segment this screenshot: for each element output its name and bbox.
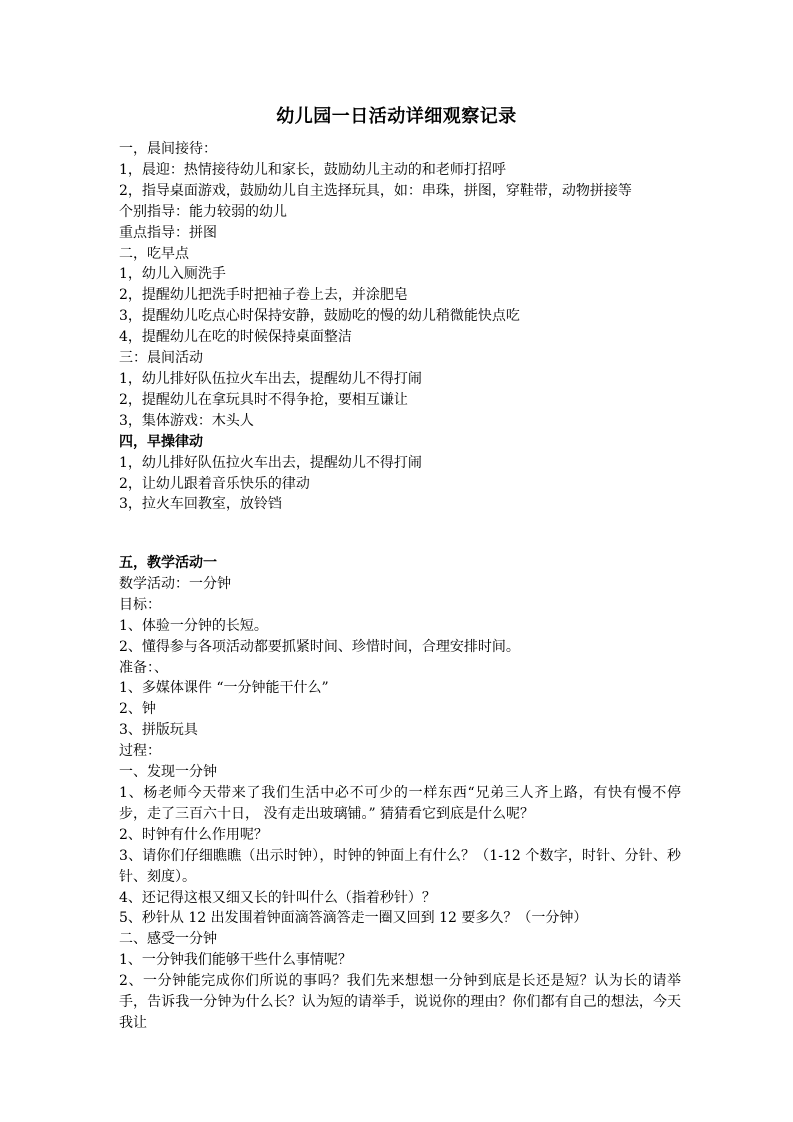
heading-preparation: 准备：、: [119, 659, 168, 676]
heading-morning-reception: 一，晨间接待：: [119, 141, 217, 157]
list-item: 1、一分钟我们能够干些什么事情呢？: [119, 952, 352, 969]
list-item: 3，集体游戏：木头人: [119, 412, 254, 429]
section-morning-routine: [119, 139, 681, 515]
list-item: 2、懂得参与各项活动都要抓紧时间、珍惜时间，合理安排时间。: [119, 638, 520, 655]
list-item: 2、时钟有什么作用呢？: [119, 826, 268, 843]
heading-teaching-activity: 五，教学活动一: [119, 555, 217, 571]
heading-process: 过程：: [119, 743, 161, 760]
list-item: 1，晨迎：热情接待幼儿和家长，鼓励幼儿主动的和老师打招呼: [119, 161, 506, 178]
list-item: 1，幼儿排好队伍拉火车出去，提醒幼儿不得打闹: [119, 370, 422, 387]
list-item: 个别指导：能力较弱的幼儿: [119, 203, 287, 220]
subheading-feel-minute: 二、感受一分钟: [119, 931, 217, 948]
list-item: 1，幼儿入厕洗手: [119, 266, 226, 283]
list-item: 重点指导：拼图: [119, 224, 217, 241]
list-item: 4、还记得这根又细又长的针叫什么（指着秒针）？: [119, 889, 436, 906]
heading-morning-activity: 三：晨间活动: [119, 350, 203, 367]
list-item: 3、拼版玩具: [119, 722, 198, 739]
list-item: 3，提醒幼儿吃点心时保持安静，鼓励吃的慢的幼儿稍微能快点吃: [119, 308, 520, 325]
paragraph: 2、一分钟能完成你们所说的事吗？我们先来想想一分钟到底是长还是短？认为长的请举手，告诉我一分钟为什么长？认为短的请举手，说说你的理由？你们都有自己的想法，今天我让: [119, 973, 681, 1031]
list-item: 2，让幼儿跟着音乐快乐的律动: [119, 475, 310, 492]
heading-morning-exercise: 四，早操律动: [119, 433, 203, 450]
document-title: 幼儿园一日活动详细观察记录: [276, 106, 517, 127]
heading-breakfast: 二，吃早点: [119, 245, 189, 262]
list-item: 1、体验一分钟的长短。: [119, 617, 268, 634]
list-item: 1、多媒体课件 “一分钟能干什么”: [119, 680, 329, 697]
paragraph: 3、请你们仔细瞧瞧（出示时钟），时钟的钟面上有什么？（1-12 个数字，时针、分针、秒针、刻度）。: [119, 847, 681, 885]
paragraph: 1、杨老师今天带来了我们生活中必不可少的一样东西“兄弟三人齐上路，有快有慢不停步，走了三百六十日， 没有走出玻璃铺。” 猜猜看它到底是什么呢？: [119, 784, 681, 822]
list-item: 4，提醒幼儿在吃的时候保持桌面整洁: [119, 329, 352, 346]
section-teaching-activity: [119, 553, 681, 1034]
list-item: 2，提醒幼儿把洗手时把袖子卷上去，并涂肥皂: [119, 287, 408, 304]
activity-name: 数学活动：一分钟: [119, 575, 231, 592]
list-item: 3，拉火车回教室，放铃铛: [119, 496, 282, 513]
list-item: 5、秒针从 12 出发围着钟面滴答滴答走一圈又回到 12 要多久？（一分钟）: [119, 910, 588, 927]
heading-goals: 目标：: [119, 596, 161, 613]
list-item: 2，提醒幼儿在拿玩具时不得争抢，要相互谦让: [119, 391, 408, 408]
subheading-discover-minute: 一、发现一分钟: [119, 764, 217, 781]
list-item: 2，指导桌面游戏，鼓励幼儿自主选择玩具，如：串珠，拼图，穿鞋带，动物拼接等: [119, 182, 632, 199]
list-item: 2、钟: [119, 701, 156, 718]
list-item: 1，幼儿排好队伍拉火车出去，提醒幼儿不得打闹: [119, 454, 422, 471]
